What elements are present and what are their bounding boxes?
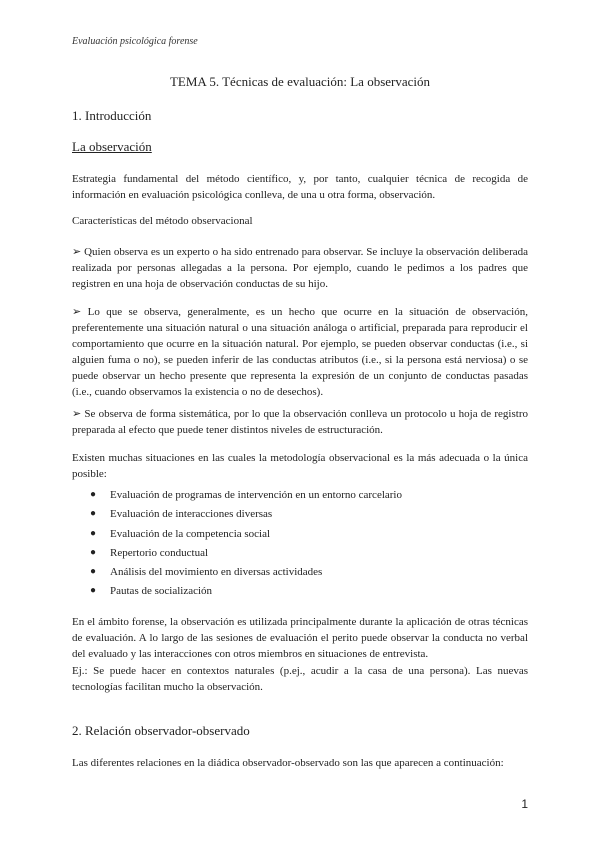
forensic-paragraph: En el ámbito forense, la observación es utilizada principalmente durante la aplicación de otras técnicas de evaluación. A lo largo de las sesiones de evaluación el perito puede observar la conducta no verbal del evaluado y las interacciones con otros miembros en situaciones de entrevista. xyxy=(72,616,528,660)
situations-intro: Existen muchas situaciones en las cuales la metodología observacional es la más adecuada o la única posible: xyxy=(72,452,528,480)
running-header: Evaluación psicológica forense xyxy=(72,36,198,47)
subheading-la-observacion: La observación xyxy=(72,139,152,154)
bullet-icon: ● xyxy=(90,566,97,578)
intro-paragraph: Estrategia fundamental del método científico, y, por tanto, cualquier técnica de recogida de información en evaluación psicológica conlleva, de una u otra forma, observación. xyxy=(72,173,528,201)
list-item-label: Análisis del movimiento en diversas actividades xyxy=(110,566,323,579)
list-item-label: Repertorio conductual xyxy=(110,546,209,559)
bullet-icon: ● xyxy=(90,489,97,500)
example-paragraph: Ej.: Se puede hacer en contextos naturales (p.ej., acudir a la casa de una persona). Las nuevas tecnologías facilitan mucho la observación. xyxy=(72,665,528,693)
list-item-label: Evaluación de programas de intervención en un entorno carcelario xyxy=(110,489,402,501)
situations-list xyxy=(72,487,528,603)
list-item xyxy=(72,545,528,564)
feature-paragraph: ➢ Lo que se observa, generalmente, es un hecho que ocurre en la situación de observación, preferentemente una situación natural o una situación análoga o artificial, preparada para reproducir el comportamiento que ocurre en la situación natural. Por ejemplo, se pueden observar conductas (i.e., si alguien fuma o no), se pueden inferir de las conductas atributos (i.e., si la persona está nerviosa) o se puede observar un hecho presente que representa la expresión de un conjunto de conductas pasadas (i.e., cuando observamos la existencia o no de desechos). xyxy=(72,306,528,398)
features-label: Características del método observacional xyxy=(72,215,253,227)
list-item-label: Evaluación de la competencia social xyxy=(110,527,271,540)
bullet-icon: ● xyxy=(90,527,97,539)
section2-intro: Las diferentes relaciones en la diádica observador-observado son las que aparecen a continuación: xyxy=(72,757,504,769)
section-heading-relacion: 2. Relación observador-observado xyxy=(72,723,250,738)
bullet-icon: ● xyxy=(90,508,97,520)
feature-paragraph: ➢ Quien observa es un experto o ha sido entrenado para observar. Se incluye la observación deliberada realizada por personas allegadas a la persona. Por ejemplo, cuando le pedimos a los padres que registren en una hoja de observación conductas de su hijo. xyxy=(72,246,528,290)
list-item-label: Pautas de socialización xyxy=(110,585,213,598)
list-item-label: Evaluación de interacciones diversas xyxy=(110,508,273,521)
list-item xyxy=(72,506,528,525)
list-item xyxy=(72,487,528,506)
list-item xyxy=(72,526,528,545)
bullet-icon: ● xyxy=(90,585,97,597)
document-title: TEMA 5. Técnicas de evaluación: La observación xyxy=(169,74,431,89)
section-heading-introduccion: 1. Introducción xyxy=(72,108,152,123)
bullet-icon: ● xyxy=(90,546,97,558)
page-number: 1 xyxy=(521,797,528,811)
list-item xyxy=(72,583,528,602)
list-item xyxy=(72,564,528,583)
feature-paragraph: ➢ Se observa de forma sistemática, por lo que la observación conlleva un protocolo u hoja de registro preparada al efecto que puede tener distintos niveles de estructuración. xyxy=(72,408,528,436)
